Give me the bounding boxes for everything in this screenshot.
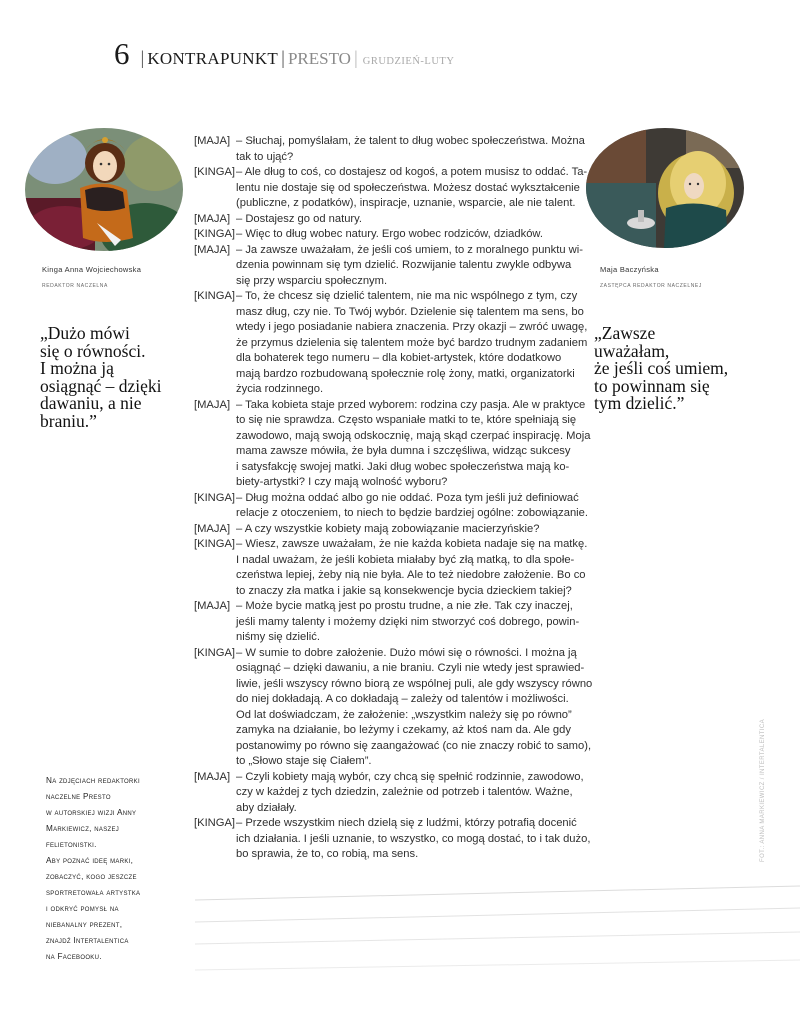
dialog-line: dla bohaterek tego numeru – dla kobiet-artystek, które dodatkowo xyxy=(236,352,562,364)
dialog-line: życia rodzinnego. xyxy=(236,383,324,395)
dialog-line: tak to ująć? xyxy=(236,150,294,163)
issue-label: GRUDZIEŃ-LUTY xyxy=(362,56,455,67)
header-divider: | xyxy=(140,48,145,69)
caption-line: sportretowała artystka xyxy=(46,888,141,897)
photo-credit: FOT.: ANNA MARKIEWICZ / INTERTALENTICA xyxy=(760,719,766,862)
dialog-line: niśmy się dzielić. xyxy=(236,631,320,643)
dialog-entry xyxy=(194,646,593,770)
dialog-line: – Dostajesz go od natury. xyxy=(236,212,363,225)
speaker-label: [MAJA] xyxy=(194,522,231,535)
header-divider: | xyxy=(353,48,358,69)
editor-role-left: REDAKTOR NACZELNA xyxy=(42,283,108,289)
quote-line: „Zawsze xyxy=(594,323,656,343)
dialog-entry xyxy=(194,537,588,599)
dialog-entry xyxy=(194,398,591,491)
quote-line: że jeśli coś umiem, xyxy=(594,358,729,378)
pull-quote-left xyxy=(40,325,161,430)
caption-line: Aby poznać ideę marki, xyxy=(46,856,134,865)
editor-role-right: ZASTĘPCA REDAKTOR NACZELNEJ xyxy=(600,283,702,289)
speaker-label: [KINGA] xyxy=(194,491,236,504)
dialog-entry xyxy=(194,770,584,817)
dialog-line: bo sprawia, że to, co robią, ma sens. xyxy=(236,848,419,860)
dialog-line: i satysfakcję swojej matki. Jaki dług wobec społeczeństwa mają ko- xyxy=(236,460,570,473)
dialog-text xyxy=(236,227,584,243)
speaker-label: [KINGA] xyxy=(194,166,236,178)
editor-photo-right xyxy=(586,128,744,248)
dialog-line: zawodowo, mają swoją odskocznię, mają skąd czerpać inspirację. Moja xyxy=(236,429,591,442)
dialog-line: – Przede wszystkim niech dzielą się z ludźmi, którzy potrafią docenić xyxy=(236,817,577,829)
dialog-line: wtedy i jego posiadanie nabiera znaczenia. Przy okazji – zwróć uwagę, xyxy=(236,321,588,333)
caption-line: Na zdjęciach redaktorki xyxy=(46,776,140,785)
header-divider: | xyxy=(281,48,285,69)
editor-name-right: Maja Baczyńska xyxy=(600,265,659,274)
dialog-line: – Ja zawsze uważałam, że jeśli coś umiem, to z moralnego punktu wi- xyxy=(236,243,583,256)
dialog-line: czeństwa lepiej, żeby nią nie była. Ale to też niedobre założenie. Bo co xyxy=(236,569,586,581)
dialog-text xyxy=(236,212,584,228)
dialog-entry xyxy=(194,491,588,522)
dialog-line: masz dług, czy nie. To Twój wybór. Dzielenie się talentem ma sens, bo xyxy=(236,305,584,318)
dialog-line: aby działały. xyxy=(236,801,297,814)
dialog-line: do niej dokładają. A co dokładają – zależy od talentów i możliwości. xyxy=(236,693,569,705)
dialog-line: osiągnąć – dzięki dawaniu, a nie braniu. Czyli nie wtedy jest sprawied- xyxy=(236,662,585,674)
dialog-text xyxy=(236,816,591,863)
dialog-line: – Wiesz, zawsze uważałam, że nie każda kobieta nadaje się na matkę. xyxy=(236,538,588,550)
dialog-line: (publiczne, z podatków), inspiracje, uznanie, wsparcie, ale nie talent. xyxy=(236,197,576,209)
dialog-line: ich działania. I jeśli uznanie, to wszystko, co mogą dostać, to i tak dużo, xyxy=(236,832,591,845)
dialog-text xyxy=(236,646,593,770)
dialog-entry xyxy=(194,165,588,212)
dialog-line: mama zawsze mówiła, że była dumna i szczęśliwa, widząc sukcesy xyxy=(236,445,571,457)
dialog-text xyxy=(236,243,584,290)
speaker-label: [KINGA] xyxy=(194,290,236,302)
dialog-text xyxy=(236,522,584,538)
quote-line: się o równości. xyxy=(40,340,146,361)
caption-line: niebanalny prezent, xyxy=(46,920,123,929)
dialog-line: – W sumie to dobre założenie. Dużo mówi się o równości. I można ją xyxy=(236,646,577,659)
dialog-line: – Słuchaj, pomyślałam, że talent to dług wobec społeczeństwa. Można xyxy=(236,135,585,147)
dialog-line: biety-artystki? I czy mają wolność wyboru? xyxy=(236,476,448,488)
dialog-text xyxy=(236,599,584,646)
caption-line: naczelne Presto xyxy=(46,792,111,801)
dialog-text xyxy=(236,491,588,522)
quote-line: braniu.” xyxy=(40,410,97,431)
dialog-line: I nadal uważam, że jeśli kobieta miałaby być złą matką, to dla społe- xyxy=(236,553,575,566)
dialog-text xyxy=(236,398,591,491)
quote-line: uważałam, xyxy=(594,340,670,361)
section-title: KONTRAPUNKT xyxy=(147,49,279,68)
dialog-line: – Więc to dług wobec natury. Ergo wobec rodziców, dziadków. xyxy=(236,228,543,240)
dialog-line: relacje z otoczeniem, to niech to będzie bardziej ogólne: zobowiązanie. xyxy=(236,507,588,519)
dialog-line: mają bardzo rozbudowaną społecznie rolę żony, matki, organizatorki xyxy=(236,367,575,380)
dialog-text xyxy=(236,537,588,599)
dialog-line: – Dług można oddać albo go nie oddać. Poza tym jeśli już definiować xyxy=(236,491,579,504)
dialog-line: liwie, jeśli wszyscy równo biorą ze wspólnej puli, ale gdy wszyscy równo xyxy=(236,677,593,690)
caption-line: i odkryć pomysł na xyxy=(46,904,119,913)
caption-line: znajdź Intertalentica xyxy=(46,936,129,945)
caption-line: Markiewicz, naszej xyxy=(46,824,120,833)
quote-line: I można ją xyxy=(40,358,114,378)
dialog-entry xyxy=(194,212,584,228)
editor-name-left: Kinga Anna Wojciechowska xyxy=(42,265,142,274)
speaker-label: [MAJA] xyxy=(194,600,231,612)
dialog-entry xyxy=(194,522,584,538)
editor-photo-left xyxy=(25,128,183,251)
dialog-line: to znaczy zła matka i jakie są konsekwencje bycia dzieckiem takiej? xyxy=(236,584,572,597)
speaker-label: [MAJA] xyxy=(194,398,231,411)
speaker-label: [MAJA] xyxy=(194,212,231,225)
dialog-line: jeśli mamy talenty i możemy dzięki nim stworzyć coś dobrego, powin- xyxy=(236,615,580,628)
quote-line: osiągnąć – dzięki xyxy=(40,375,162,396)
dialog-line: czy w każdej z tych dziedzin, zależnie od potrzeb i talentów. Ważne, xyxy=(236,786,573,798)
dialog-line: Od lat doświadczam, że założenie: „wszystkim należy się po równo” xyxy=(236,708,572,721)
dialog-line: zamyka na działanie, bo leżymy i czekamy, aż ktoś nam da. Ale gdy xyxy=(236,724,571,736)
dialog-line: postanowimy po równo się zaangażować (co nie znaczy robić to samo), xyxy=(236,739,592,752)
dialog-line: lentu nie dostaje się od społeczeństwa. Możesz dostać wykształcenie xyxy=(236,181,580,194)
speaker-label: [KINGA] xyxy=(194,646,236,659)
caption-line: zobaczyć, kogo jeszcze xyxy=(46,872,137,881)
dialog-line: że przymus dzielenia się talentem może być bardzo trudnym zadaniem xyxy=(236,336,588,349)
speaker-label: [KINGA] xyxy=(194,817,236,829)
dialog-line: – Może bycie matką jest po prostu trudne, a nie złe. Tak czy inaczej, xyxy=(236,600,573,612)
dialog-line: dzenia powinnam się tym dzielić. Rozwijanie talentu zwykle odbywa xyxy=(236,259,572,271)
dialog-text xyxy=(236,165,588,212)
dialog-entry xyxy=(194,599,584,646)
quote-line: tym dzielić.” xyxy=(594,393,685,413)
dialog-text xyxy=(236,770,584,817)
caption-line: w autorskiej wizji Anny xyxy=(46,808,137,817)
magazine-title: PRESTO xyxy=(287,49,351,68)
dialog-entry xyxy=(194,243,584,290)
dialog-line: – Czyli kobiety mają wybór, czy chcą się spełnić rodzinnie, zawodowo, xyxy=(236,770,584,783)
dialog-text xyxy=(236,134,584,165)
dialog-line: to „Słowo staje się Ciałem”. xyxy=(236,755,372,767)
pull-quote-right xyxy=(594,325,728,413)
dialog-line: się przy wsparciu społecznym. xyxy=(236,274,388,287)
quote-line: to powinnam się xyxy=(594,375,710,396)
speaker-label: [MAJA] xyxy=(194,770,231,783)
dialog-entry xyxy=(194,816,591,863)
speaker-label: [KINGA] xyxy=(194,228,236,240)
dialog-entry xyxy=(194,289,588,398)
speaker-label: [MAJA] xyxy=(194,243,231,256)
dialog-line: to się nie sprawdza. Często wspaniałe matki to te, które spełniają się xyxy=(236,414,577,426)
speaker-label: [MAJA] xyxy=(194,135,231,147)
interview-dialog xyxy=(194,134,593,863)
dialog-line: – Taka kobieta staje przed wyborem: rodzina czy pasja. Ale w praktyce xyxy=(236,398,586,411)
decorative-lines xyxy=(0,878,800,1018)
page-number: 6 xyxy=(114,36,130,71)
page-header xyxy=(114,36,454,76)
dialog-line: – A czy wszystkie kobiety mają zobowiązanie macierzyńskie? xyxy=(236,522,540,535)
quote-line: dawaniu, a nie xyxy=(40,393,142,413)
caption-line: felietonistki. xyxy=(46,840,97,849)
dialog-entry xyxy=(194,227,584,243)
dialog-entry xyxy=(194,134,584,165)
dialog-line: – Ale dług to coś, co dostajesz od kogoś, a potem musisz to oddać. Ta- xyxy=(236,166,588,178)
dialog-text xyxy=(236,289,588,398)
quote-line: „Dużo mówi xyxy=(40,323,130,343)
caption-line: na Facebooku. xyxy=(46,952,102,961)
speaker-label: [KINGA] xyxy=(194,538,236,550)
dialog-line: – To, że chcesz się dzielić talentem, nie ma nic wspólnego z tym, czy xyxy=(236,290,578,302)
